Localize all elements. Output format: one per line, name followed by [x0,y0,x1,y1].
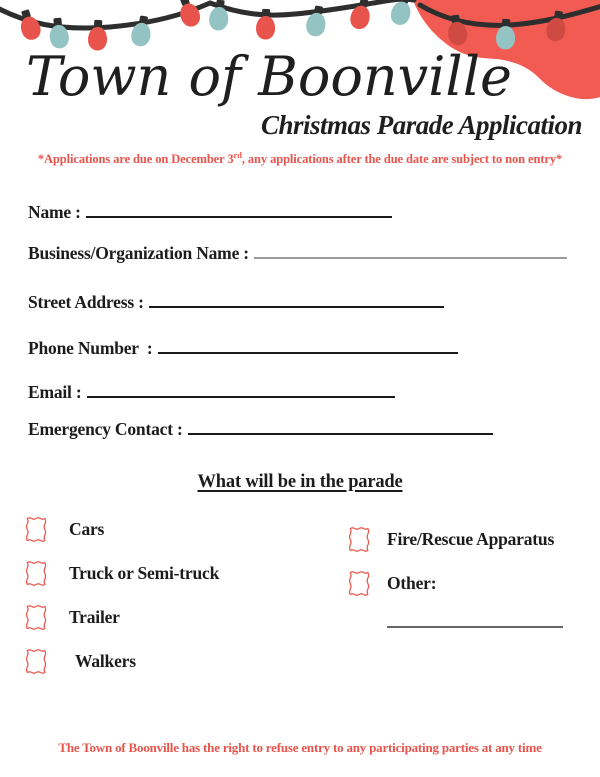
field-row-emergency-contact [28,418,493,440]
stamp-checkbox-icon[interactable] [25,648,47,675]
due-date-superscript: rd [233,150,242,160]
page-title: Town of Boonville [26,45,512,108]
stamp-checkbox-icon[interactable] [25,604,47,631]
stamp-checkbox-icon[interactable] [25,516,47,543]
emergency-contact-label: Emergency Contact : [28,419,183,439]
due-date-notice-text: *Applications are due on December 3 [37,152,234,167]
light-bulb-teal-icon [388,0,415,27]
field-row-name [28,201,392,223]
due-date-notice-text: , any applications after the due date are subject to non entry* [241,152,563,167]
checkbox-row-walkers [25,648,136,675]
email-label: Email : [28,382,82,402]
stamp-checkbox-icon[interactable] [348,570,370,597]
checkbox-label-trailer: Trailer [69,607,120,627]
stamp-checkbox-icon[interactable] [348,526,370,553]
emergency-contact-fill-line[interactable] [188,418,493,435]
field-row-street-address [28,291,444,313]
business-organization-name-label: Business/Organization Name : [28,243,249,263]
name-fill-line[interactable] [86,201,392,218]
stamp-checkbox-icon[interactable] [25,560,47,587]
other-fill-line[interactable] [387,610,563,628]
business-organization-name-fill-line[interactable] [254,242,567,259]
light-bulb-red-icon [16,7,43,42]
checkbox-label-fire-rescue-apparatus: Fire/Rescue Apparatus [387,529,555,549]
field-row-email [28,381,395,403]
checkbox-label-cars: Cars [69,519,105,539]
checkbox-row-truck-or-semi-truck [25,560,219,587]
street-address-label: Street Address : [28,292,144,312]
checkbox-row-other [348,570,436,597]
page-subtitle: Christmas Parade Application [260,110,582,140]
due-date-notice [0,150,600,167]
parade-section-heading: What will be in the parade [197,472,403,492]
street-address-fill-line[interactable] [149,291,444,308]
field-row-phone-number [28,337,458,359]
name-label: Name : [28,202,81,222]
checkbox-row-fire-rescue-apparatus [348,526,554,553]
checkbox-row-cars [25,516,104,543]
field-row-business-organization-name [28,242,567,264]
email-fill-line[interactable] [87,381,395,398]
checkbox-label-other: Other: [387,573,437,593]
checkbox-label-truck-or-semi-truck: Truck or Semi-truck [69,563,220,583]
checkbox-label-walkers: Walkers [75,651,136,671]
phone-number-label: Phone Number : [28,338,153,358]
phone-number-fill-line[interactable] [158,337,458,354]
checkbox-row-trailer [25,604,120,631]
footer-notice: The Town of Boonville has the right to refuse entry to any participating parties at any time [58,740,542,755]
